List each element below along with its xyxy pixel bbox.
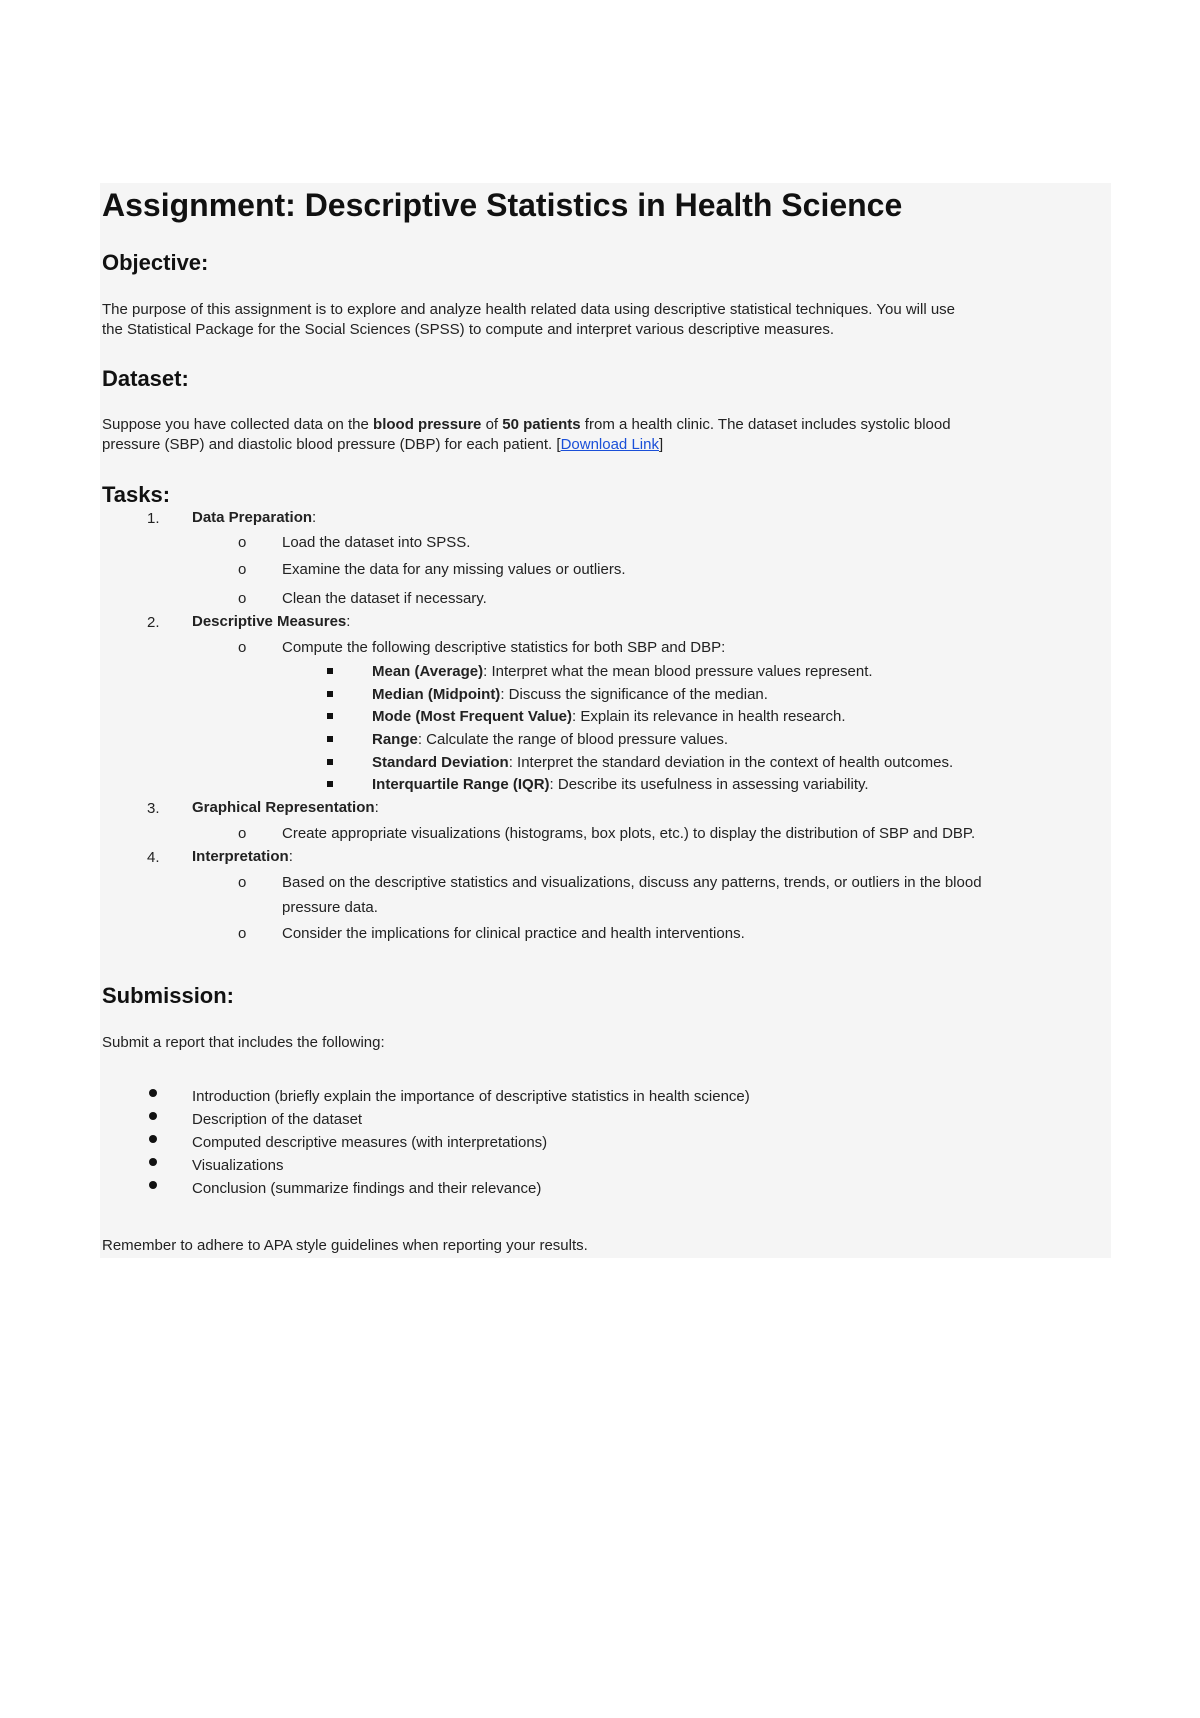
task-label: Graphical Representation [192,799,375,816]
measure-item [372,753,953,773]
measure-term: Standard Deviation [372,754,509,771]
task-suffix: : [312,509,317,526]
dataset-text-line2 [102,435,663,455]
square-bullet [327,736,333,742]
circle-bullet: o [238,925,247,942]
circle-bullet: o [238,825,247,842]
measure-term: Mode (Most Frequent Value) [372,708,573,725]
bullet-dot [149,1158,157,1166]
measure-desc: : Interpret what the mean blood pressure values represent. [483,663,873,680]
circle-bullet: o [238,874,247,891]
subtask-item: Examine the data for any missing values or outliers. [282,561,626,578]
objective-text-line1: The purpose of this assignment is to explore and analyze health related data using descriptive statistical techniques. You will use [102,301,956,318]
task-suffix: : [288,848,293,865]
task-label: Descriptive Measures [192,613,347,630]
measure-item [372,730,728,750]
submission-item: Computed descriptive measures (with interpretations) [192,1134,548,1151]
task-title [192,798,379,818]
dataset-heading: Dataset: [102,366,189,391]
dataset-text: pressure (SBP) and diastolic blood pressure (DBP) for each patient. [ [102,436,561,453]
bullet-dot [149,1181,157,1189]
patient-count: 50 patients [502,416,581,433]
measure-desc: : Describe its usefulness in assessing variability. [549,776,869,793]
square-bullet [327,759,333,765]
dataset-text: from a health clinic. The dataset includes systolic blood [580,416,951,433]
subtask-item: Compute the following descriptive statistics for both SBP and DBP: [282,639,726,656]
task-number: 4. [147,849,160,866]
measure-term: Range [372,731,418,748]
measure-item [372,707,846,727]
closing-note: Remember to adhere to APA style guidelines when reporting your results. [102,1237,588,1254]
objective-heading: Objective: [102,250,209,275]
bullet-dot [149,1135,157,1143]
measure-desc: : Interpret the standard deviation in the context of health outcomes. [508,754,954,771]
task-title [192,508,316,528]
download-link[interactable]: Download Link [560,436,659,453]
square-bullet [327,691,333,697]
dataset-text: ] [658,436,664,453]
measure-term: Mean (Average) [372,663,484,680]
dataset-text: Suppose you have collected data on the [102,416,374,433]
subtask-item: Create appropriate visualizations (histograms, box plots, etc.) to display the distribution of SBP and DBP. [282,825,976,842]
circle-bullet: o [238,590,247,607]
blood-pressure-term: blood pressure [373,416,482,433]
task-suffix: : [346,613,351,630]
submission-item: Description of the dataset [192,1111,363,1128]
task-number: 2. [147,614,160,631]
measure-item [372,685,768,705]
measure-item [372,662,873,682]
square-bullet [327,713,333,719]
submission-item: Visualizations [192,1157,284,1174]
circle-bullet: o [238,534,247,551]
square-bullet [327,781,333,787]
dataset-text-line1 [102,415,951,435]
bullet-dot [149,1112,157,1120]
task-number: 3. [147,800,160,817]
subtask-item: Consider the implications for clinical practice and health interventions. [282,925,745,942]
submission-intro: Submit a report that includes the following: [102,1034,385,1051]
subtask-item: Based on the descriptive statistics and visualizations, discuss any patterns, trends, or outliers in the blood [282,874,982,891]
task-label: Interpretation [192,848,289,865]
task-title [192,612,350,632]
subtask-item: Load the dataset into SPSS. [282,534,471,551]
objective-text-line2: the Statistical Package for the Social Sciences (SPSS) to compute and interpret various descriptive measures. [102,321,835,338]
square-bullet [327,668,333,674]
measure-desc: : Discuss the significance of the median. [500,686,768,703]
measure-item [372,775,869,795]
bullet-dot [149,1089,157,1097]
submission-heading: Submission: [102,983,235,1008]
measure-term: Interquartile Range (IQR) [372,776,550,793]
subtask-item-continuation: pressure data. [282,899,378,916]
measure-desc: : Calculate the range of blood pressure values. [417,731,729,748]
task-suffix: : [374,799,379,816]
page-title: Assignment: Descriptive Statistics in Health Science [102,187,903,223]
task-label: Data Preparation [192,509,313,526]
subtask-item: Clean the dataset if necessary. [282,590,487,607]
submission-item: Introduction (briefly explain the importance of descriptive statistics in health science) [192,1088,750,1105]
measure-desc: : Explain its relevance in health research. [572,708,846,725]
dataset-text: of [481,416,503,433]
circle-bullet: o [238,639,247,656]
task-number: 1. [147,510,160,527]
circle-bullet: o [238,561,247,578]
tasks-heading: Tasks: [102,482,171,507]
measure-term: Median (Midpoint) [372,686,501,703]
task-title [192,847,293,867]
submission-item: Conclusion (summarize findings and their relevance) [192,1180,542,1197]
